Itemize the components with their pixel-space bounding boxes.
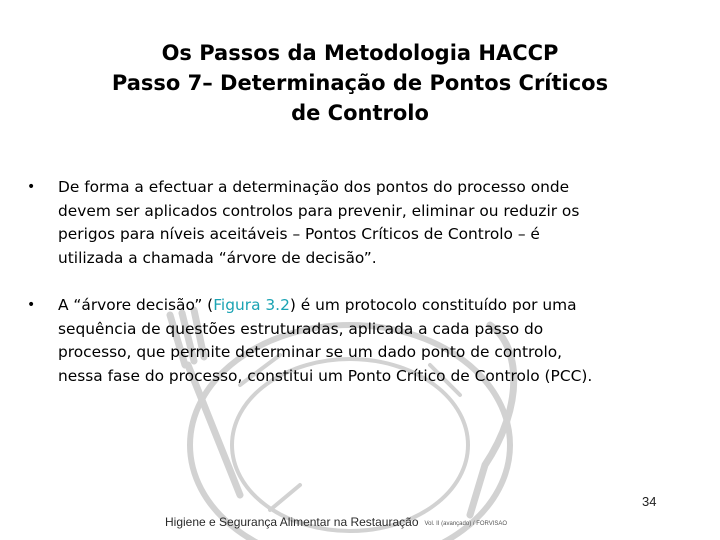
bullet-text-line: sequência de questões estruturadas, aplicada a cada passo do xyxy=(58,319,544,338)
page-number: 34 xyxy=(642,494,657,509)
bullet-list xyxy=(27,176,697,412)
bullet-text-segment: A “árvore decisão” ( xyxy=(58,296,214,314)
bullet-text-segment: ) é um protocolo constituído por uma xyxy=(289,296,577,314)
bullet-item-decision-tree-usage xyxy=(27,176,697,270)
footer-volume-label: Vol. II (avançado) / FORVISAO xyxy=(424,521,508,527)
footer xyxy=(165,509,545,529)
bullet-text-line xyxy=(58,294,697,318)
bullet-text-line: De forma a efectuar a determinação dos pontos do processo onde xyxy=(58,178,570,196)
bullet-text-line: devem ser aplicados controlos para prevenir, eliminar ou reduzir os xyxy=(58,201,580,220)
bullet-text-line: perigos para níveis aceitáveis – Pontos Críticos de Controlo – é xyxy=(58,225,540,243)
bullet-marker: • xyxy=(27,297,36,313)
bullet-text-line: nessa fase do processo, constitui um Ponto Crítico de Controlo (PCC). xyxy=(58,366,593,385)
title-line: de Controlo xyxy=(291,101,429,125)
footer-title: Higiene e Segurança Alimentar na Restauração xyxy=(165,515,419,529)
figure-reference-link[interactable]: Figura 3.2 xyxy=(213,296,290,314)
slide-title xyxy=(0,38,720,128)
bullet-text-line: processo, que permite determinar se um dado ponto de controlo, xyxy=(58,343,563,361)
bullet-item-decision-tree-definition xyxy=(27,294,697,388)
title-line: Os Passos da Metodologia HACCP xyxy=(161,41,559,65)
title-line: Passo 7– Determinação de Pontos Críticos xyxy=(111,71,609,95)
bullet-marker: • xyxy=(27,179,36,195)
bullet-text-line: utilizada a chamada “árvore de decisão”. xyxy=(58,248,377,267)
